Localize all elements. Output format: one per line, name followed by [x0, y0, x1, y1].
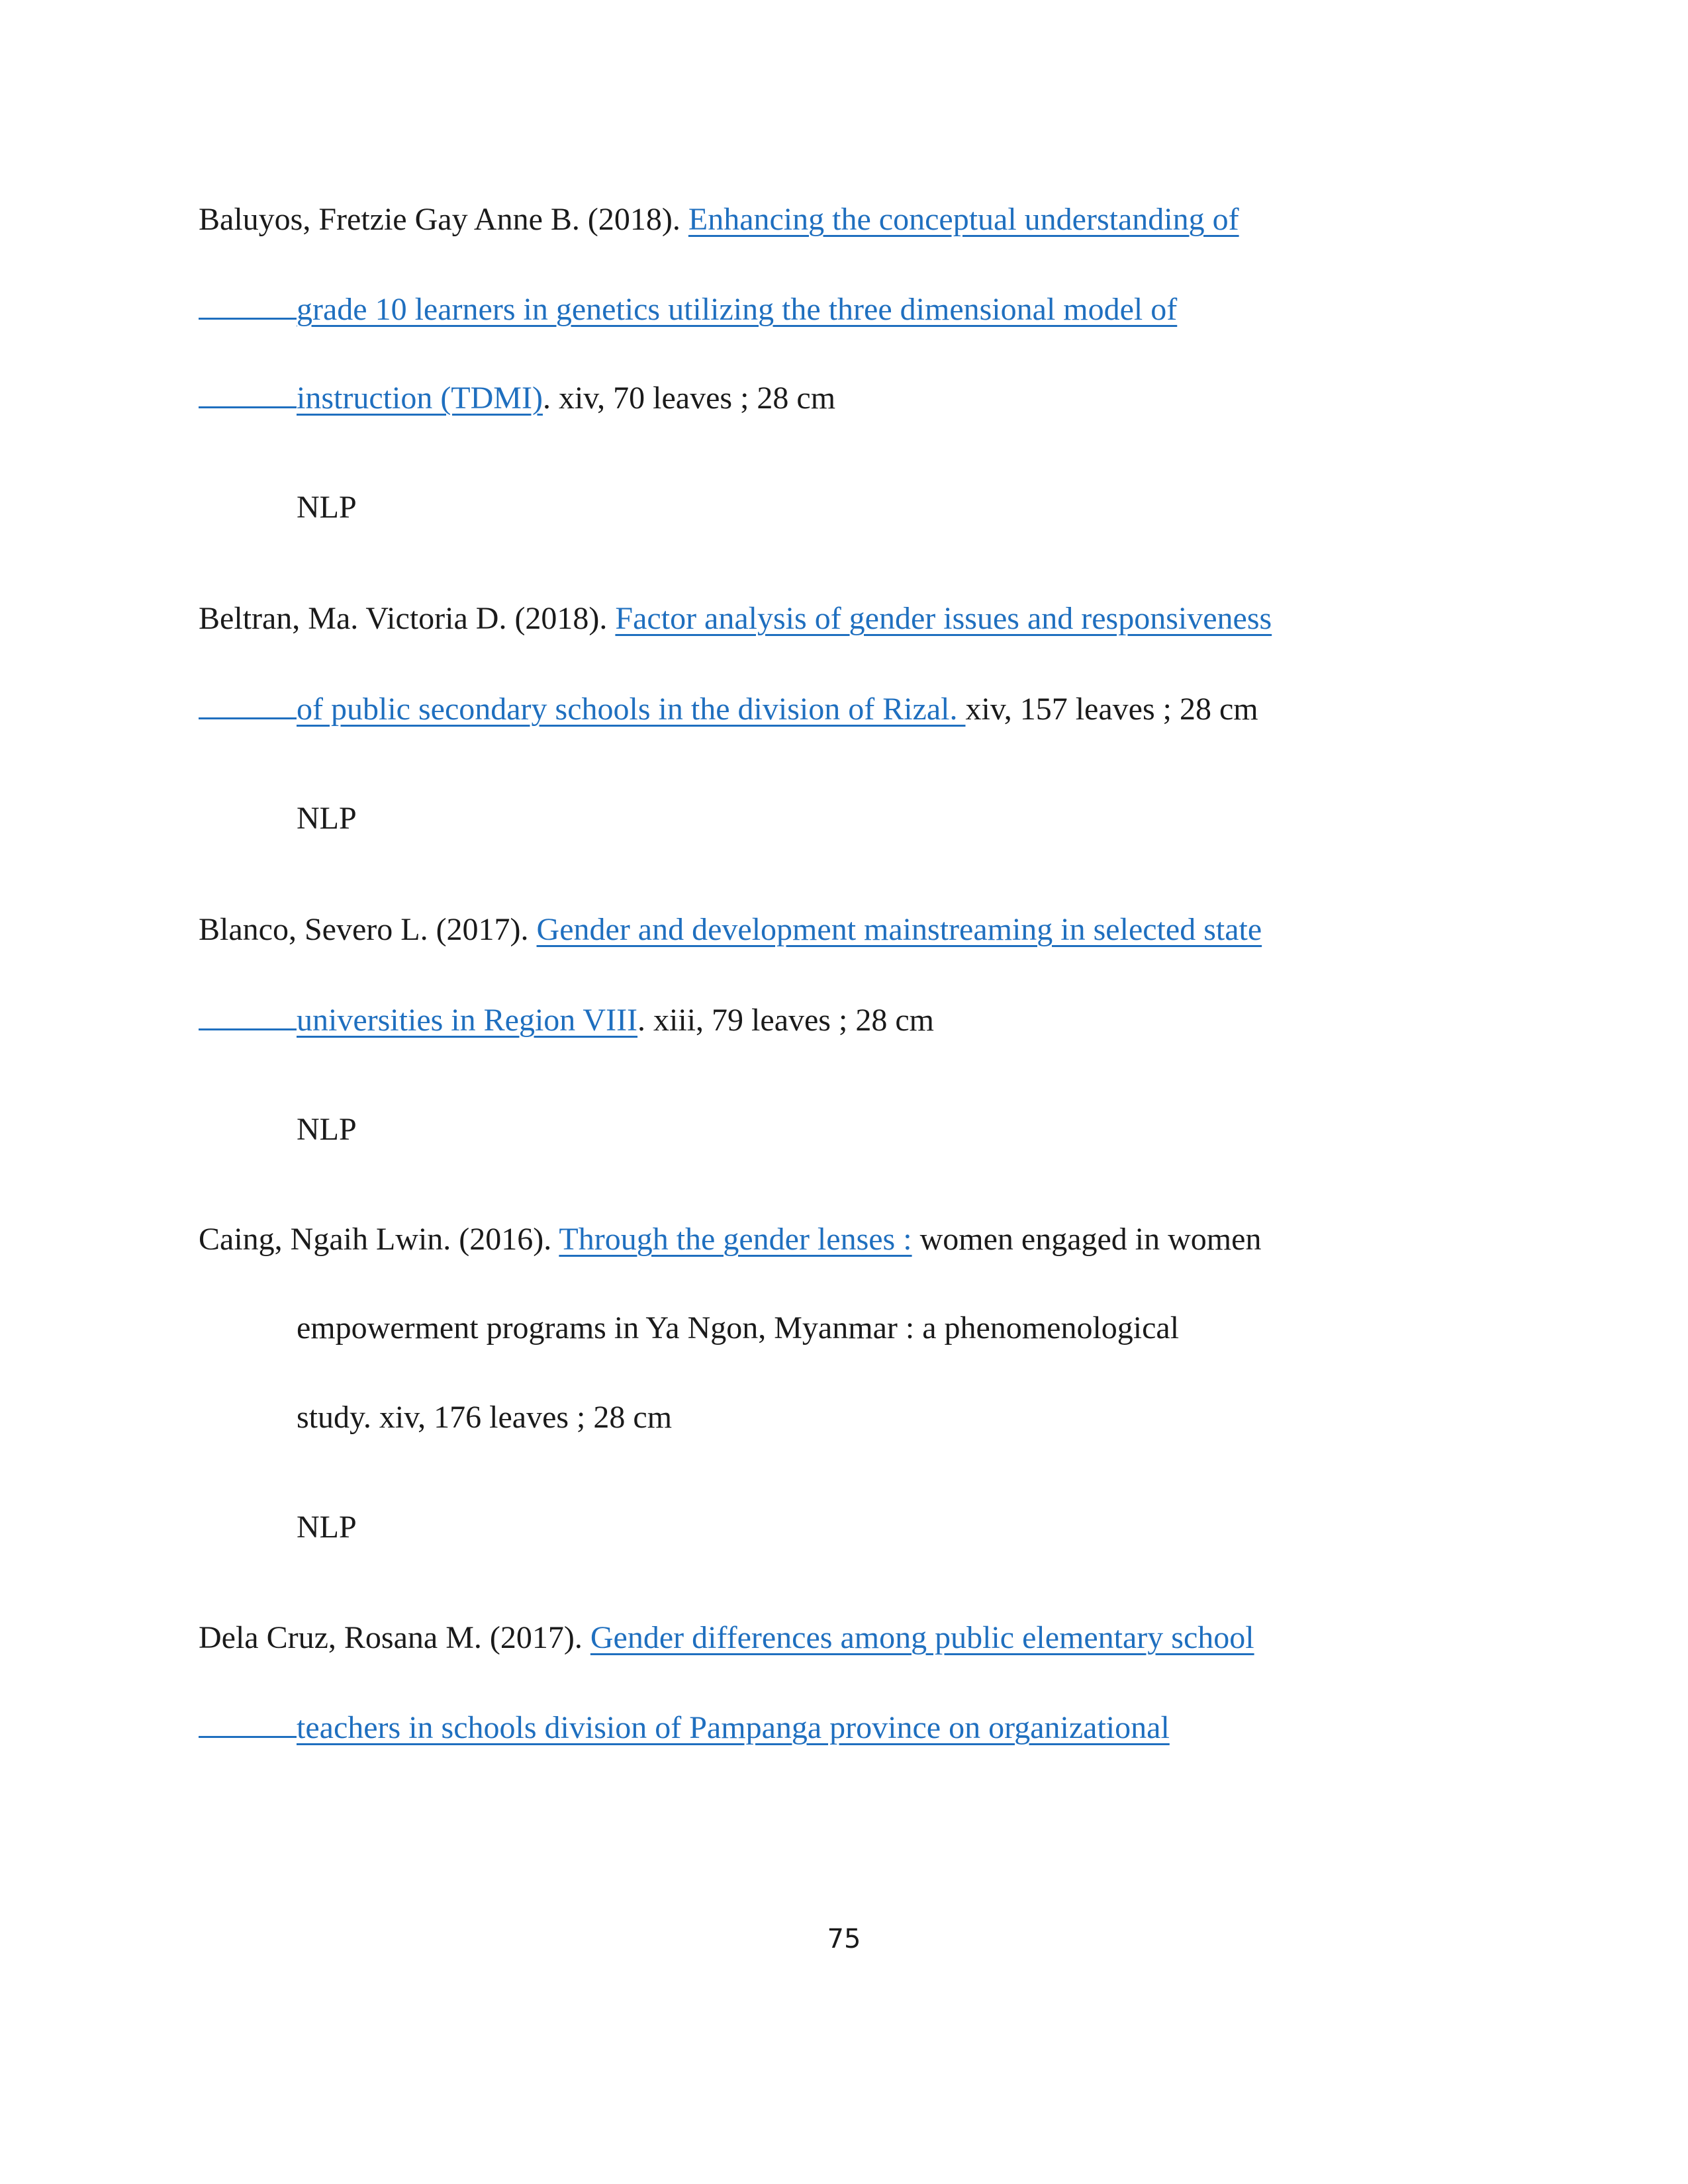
- entry-1-title-link[interactable]: instruction (TDMI): [297, 381, 543, 416]
- entry-1-line-3: [199, 377, 835, 418]
- entry-3-title-link[interactable]: Gender and development mainstreaming in selected state: [536, 912, 1262, 947]
- entry-5-title-link[interactable]: Gender differences among public elementary school: [590, 1620, 1254, 1655]
- entry-4-details: women engaged in women: [912, 1222, 1262, 1257]
- link-leader-rule: [199, 1707, 297, 1738]
- entry-5-title-link[interactable]: teachers in schools division of Pampanga province on organizational: [297, 1710, 1170, 1745]
- page-number: 75: [827, 1924, 861, 1954]
- entry-5-author: Dela Cruz, Rosana M. (2017).: [199, 1620, 590, 1655]
- entry-1-title-link[interactable]: grade 10 learners in genetics utilizing the three dimensional model of: [297, 292, 1178, 327]
- entry-2-title-link[interactable]: of public secondary schools in the division of Rizal.: [297, 692, 966, 727]
- entry-2-line-2: [199, 688, 1258, 729]
- entry-1-author: Baluyos, Fretzie Gay Anne B. (2018).: [199, 202, 688, 237]
- link-leader-rule: [199, 688, 297, 719]
- entry-5-line-1: [199, 1618, 1254, 1658]
- entry-5-line-2: [199, 1707, 1170, 1748]
- entry-4-title-link[interactable]: Through the gender lenses :: [559, 1222, 912, 1257]
- entry-3-line-2: [199, 999, 934, 1040]
- entry-4-line-1: [199, 1220, 1261, 1259]
- entry-4-author: Caing, Ngaih Lwin. (2016).: [199, 1222, 559, 1257]
- entry-1-line-1: [199, 200, 1239, 240]
- link-leader-rule: [199, 999, 297, 1030]
- link-leader-rule: [199, 377, 297, 408]
- entry-2-line-1: [199, 599, 1272, 639]
- entry-2-title-link[interactable]: Factor analysis of gender issues and responsiveness: [615, 601, 1272, 636]
- entry-3-location: NLP: [297, 1112, 357, 1147]
- entry-1-title-link[interactable]: Enhancing the conceptual understanding of: [688, 202, 1239, 237]
- link-leader-rule: [199, 289, 297, 320]
- entry-1-line-2: [199, 289, 1177, 330]
- entry-3-line-1: [199, 910, 1262, 950]
- entry-3-details: . xiii, 79 leaves ; 28 cm: [637, 1003, 934, 1038]
- entry-3-author: Blanco, Severo L. (2017).: [199, 912, 537, 947]
- entry-4-continuation-2: study. xiv, 176 leaves ; 28 cm: [297, 1400, 673, 1435]
- entry-1-location: NLP: [297, 490, 357, 525]
- entry-1-details: . xiv, 70 leaves ; 28 cm: [542, 381, 836, 416]
- entry-2-author: Beltran, Ma. Victoria D. (2018).: [199, 601, 616, 636]
- entry-4-location: NLP: [297, 1510, 357, 1545]
- entry-3-title-link[interactable]: universities in Region VIII: [297, 1003, 638, 1038]
- entry-4-continuation-1: empowerment programs in Ya Ngon, Myanmar : a phenomenological: [297, 1310, 1180, 1345]
- entry-2-location: NLP: [297, 801, 357, 836]
- entry-2-details: xiv, 157 leaves ; 28 cm: [965, 692, 1258, 727]
